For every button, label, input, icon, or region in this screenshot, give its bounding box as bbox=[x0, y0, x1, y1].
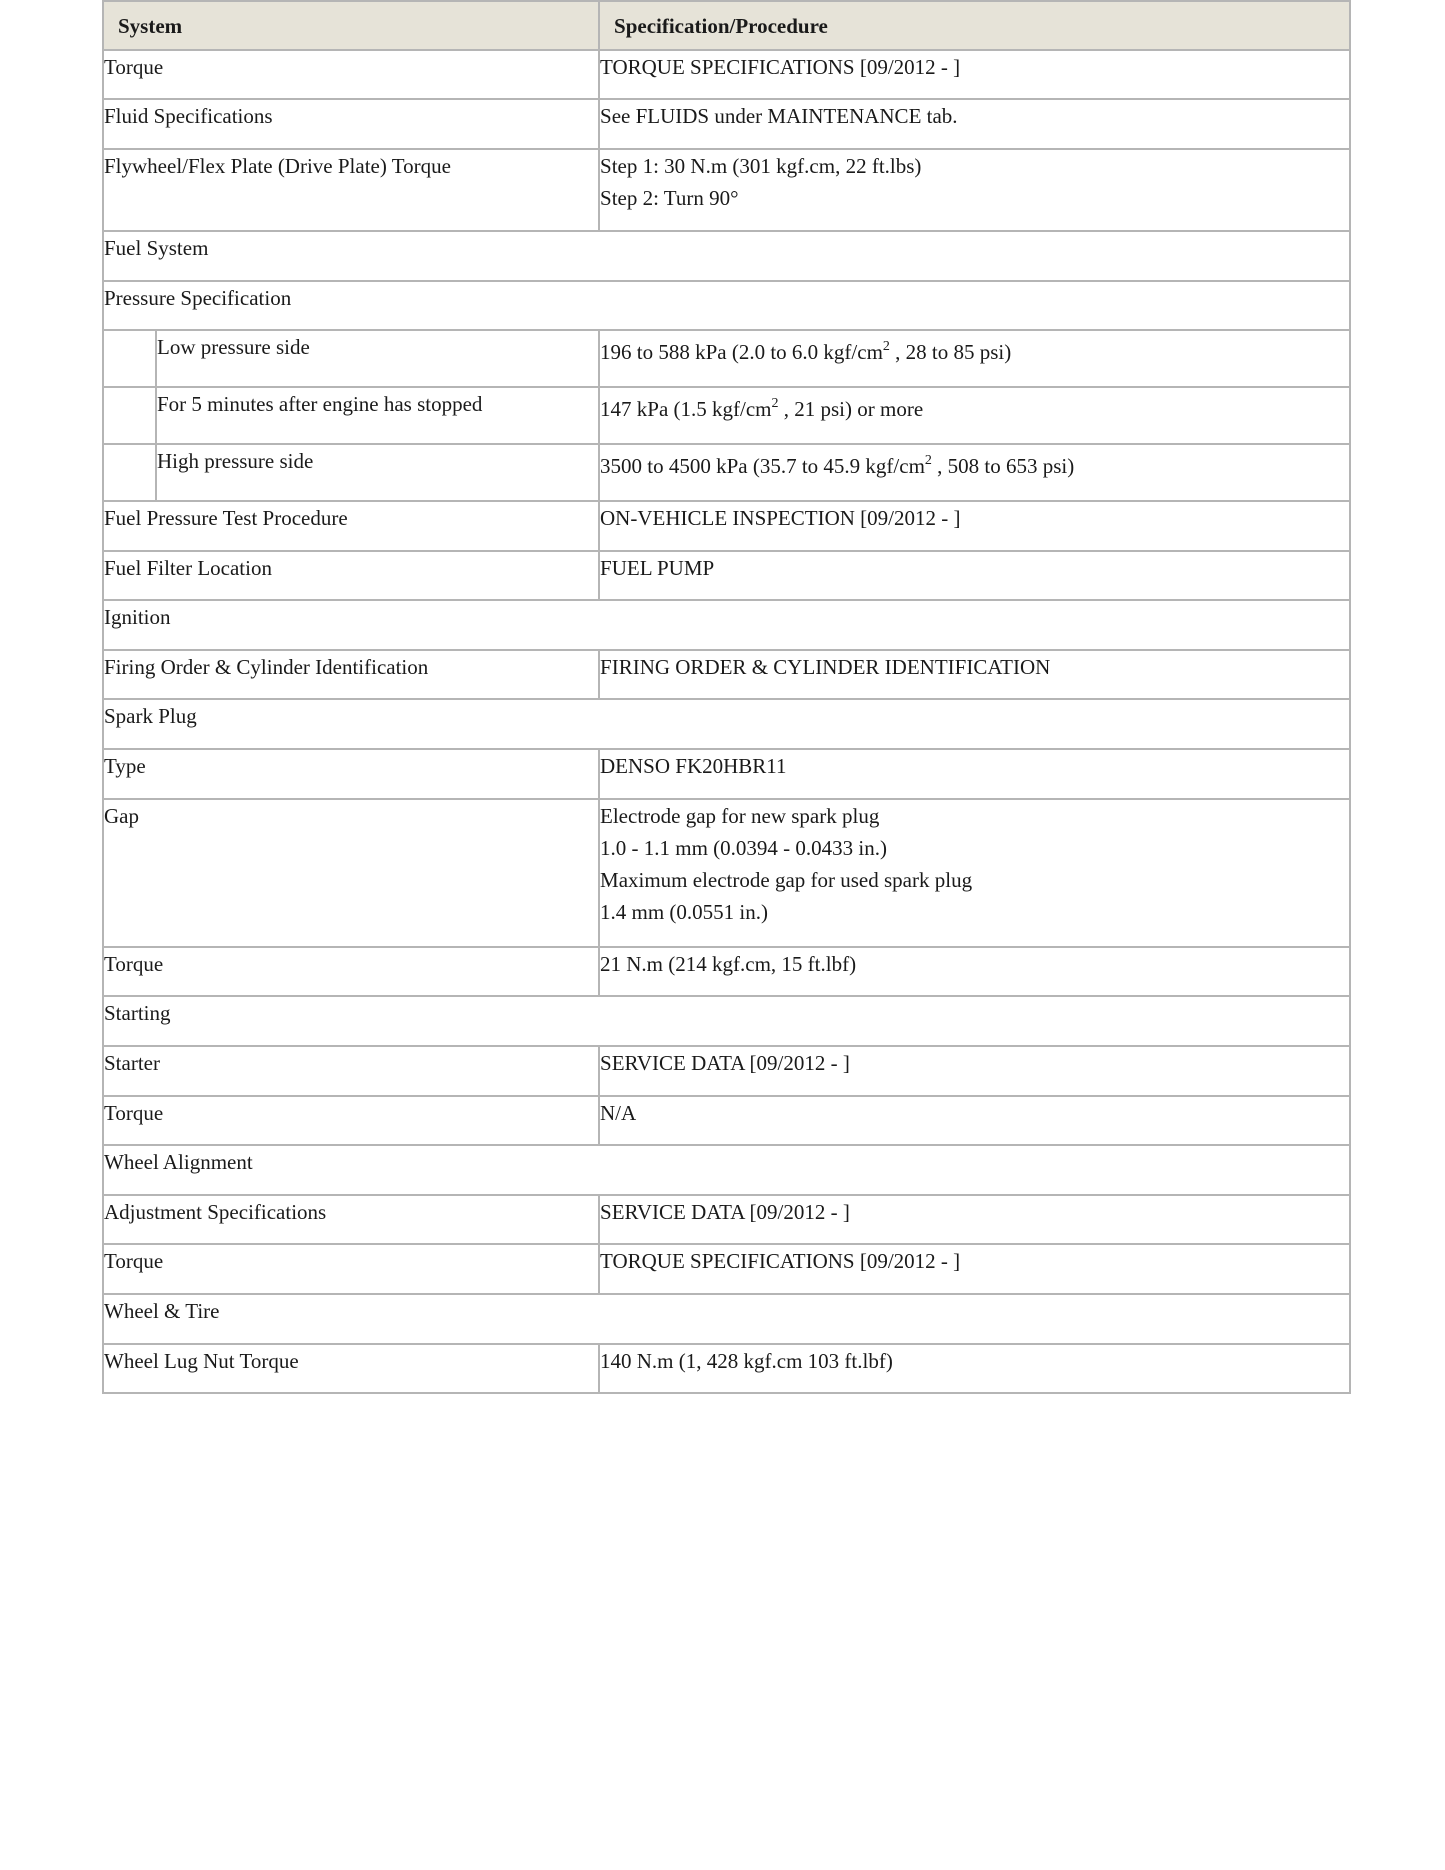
table-row bbox=[103, 501, 1350, 551]
indent-cell bbox=[103, 387, 156, 444]
table-row bbox=[103, 50, 1350, 99]
gap-line-4: 1.4 mm (0.0551 in.) bbox=[600, 900, 769, 924]
row-value: DENSO FK20HBR11 bbox=[599, 749, 1350, 799]
section-row-fuel-system bbox=[103, 231, 1350, 281]
row-label: For 5 minutes after engine has stopped bbox=[156, 387, 599, 444]
subsection-label: Pressure Specification bbox=[103, 281, 1350, 330]
row-label: Torque bbox=[103, 50, 599, 99]
row-label: Fluid Specifications bbox=[103, 99, 599, 149]
value-text: , 28 to 85 psi) bbox=[889, 340, 1012, 364]
column-header-system: System bbox=[103, 1, 599, 50]
row-value bbox=[599, 387, 1350, 444]
table-row bbox=[103, 650, 1350, 699]
row-label: Starter bbox=[103, 1046, 599, 1096]
value-text: 147 kPa (1.5 kgf/cm bbox=[600, 397, 772, 421]
section-row-wheel-alignment bbox=[103, 1145, 1350, 1195]
gap-line-2: 1.0 - 1.1 mm (0.0394 - 0.0433 in.) bbox=[600, 836, 887, 860]
row-value: 21 N.m (214 kgf.cm, 15 ft.lbf) bbox=[599, 947, 1350, 996]
table-row bbox=[103, 799, 1350, 947]
row-value: SERVICE DATA [09/2012 - ] bbox=[599, 1046, 1350, 1096]
table-row bbox=[103, 1244, 1350, 1294]
gap-line-1: Electrode gap for new spark plug bbox=[600, 804, 880, 828]
table-row bbox=[103, 749, 1350, 799]
high-pressure-value bbox=[600, 445, 1074, 486]
subsection-row-pressure-specification bbox=[103, 281, 1350, 330]
row-label: Adjustment Specifications bbox=[103, 1195, 599, 1244]
row-value: SERVICE DATA [09/2012 - ] bbox=[599, 1195, 1350, 1244]
row-value bbox=[599, 149, 1350, 231]
section-label: Wheel & Tire bbox=[103, 1294, 1350, 1344]
indent-cell bbox=[103, 444, 156, 501]
section-label: Spark Plug bbox=[103, 699, 1350, 749]
section-row-starting bbox=[103, 996, 1350, 1046]
row-label: Gap bbox=[103, 799, 599, 947]
five-minutes-value bbox=[600, 388, 923, 429]
column-header-spec: Specification/Procedure bbox=[599, 1, 1350, 50]
section-row-spark-plug bbox=[103, 699, 1350, 749]
section-label: Fuel System bbox=[103, 231, 1350, 281]
table-row bbox=[103, 330, 1350, 387]
row-value: N/A bbox=[599, 1096, 1350, 1145]
section-label: Starting bbox=[103, 996, 1350, 1046]
row-label: Fuel Filter Location bbox=[103, 551, 599, 600]
row-label: Torque bbox=[103, 947, 599, 996]
row-value bbox=[599, 799, 1350, 947]
table-row bbox=[103, 1046, 1350, 1096]
row-label: Wheel Lug Nut Torque bbox=[103, 1344, 599, 1393]
section-row-ignition bbox=[103, 600, 1350, 650]
table-row bbox=[103, 1195, 1350, 1244]
value-text: 196 to 588 kPa (2.0 to 6.0 kgf/cm bbox=[600, 340, 883, 364]
section-label: Wheel Alignment bbox=[103, 1145, 1350, 1195]
gap-line-3: Maximum electrode gap for used spark plug bbox=[600, 868, 973, 892]
table-row bbox=[103, 947, 1350, 996]
superscript: 2 bbox=[924, 453, 932, 468]
row-value: See FLUIDS under MAINTENANCE tab. bbox=[599, 99, 1350, 149]
superscript: 2 bbox=[882, 339, 890, 354]
row-label: High pressure side bbox=[156, 444, 599, 501]
indent-cell bbox=[103, 330, 156, 387]
value-text: , 508 to 653 psi) bbox=[931, 454, 1075, 478]
row-value: TORQUE SPECIFICATIONS [09/2012 - ] bbox=[599, 50, 1350, 99]
section-label: Ignition bbox=[103, 600, 1350, 650]
row-label: Type bbox=[103, 749, 599, 799]
table-row bbox=[103, 99, 1350, 149]
row-label: Torque bbox=[103, 1096, 599, 1145]
section-row-wheel-tire bbox=[103, 1294, 1350, 1344]
row-value: FIRING ORDER & CYLINDER IDENTIFICATION bbox=[599, 650, 1350, 699]
row-value bbox=[599, 444, 1350, 501]
flywheel-step-1: Step 1: 30 N.m (301 kgf.cm, 22 ft.lbs) bbox=[600, 154, 922, 178]
specifications-table bbox=[102, 0, 1351, 1394]
row-value: ON-VEHICLE INSPECTION [09/2012 - ] bbox=[599, 501, 1350, 551]
table-row bbox=[103, 387, 1350, 444]
row-label: Firing Order & Cylinder Identification bbox=[103, 650, 599, 699]
table-row bbox=[103, 551, 1350, 600]
row-value: 140 N.m (1, 428 kgf.cm 103 ft.lbf) bbox=[599, 1344, 1350, 1393]
flywheel-step-2: Step 2: Turn 90° bbox=[600, 186, 739, 210]
row-label: Fuel Pressure Test Procedure bbox=[103, 501, 599, 551]
table-row bbox=[103, 444, 1350, 501]
value-text: 3500 to 4500 kPa (35.7 to 45.9 kgf/cm bbox=[600, 454, 925, 478]
table-row bbox=[103, 1344, 1350, 1393]
table-row bbox=[103, 1096, 1350, 1145]
row-value: TORQUE SPECIFICATIONS [09/2012 - ] bbox=[599, 1244, 1350, 1294]
value-text: , 21 psi) or more bbox=[778, 397, 924, 421]
row-label: Low pressure side bbox=[156, 330, 599, 387]
superscript: 2 bbox=[771, 396, 779, 411]
table-row bbox=[103, 149, 1350, 231]
row-label: Torque bbox=[103, 1244, 599, 1294]
low-pressure-value bbox=[600, 331, 1011, 372]
row-label: Flywheel/Flex Plate (Drive Plate) Torque bbox=[103, 149, 599, 231]
table-header-row bbox=[103, 1, 1350, 50]
row-value bbox=[599, 330, 1350, 387]
row-value: FUEL PUMP bbox=[599, 551, 1350, 600]
